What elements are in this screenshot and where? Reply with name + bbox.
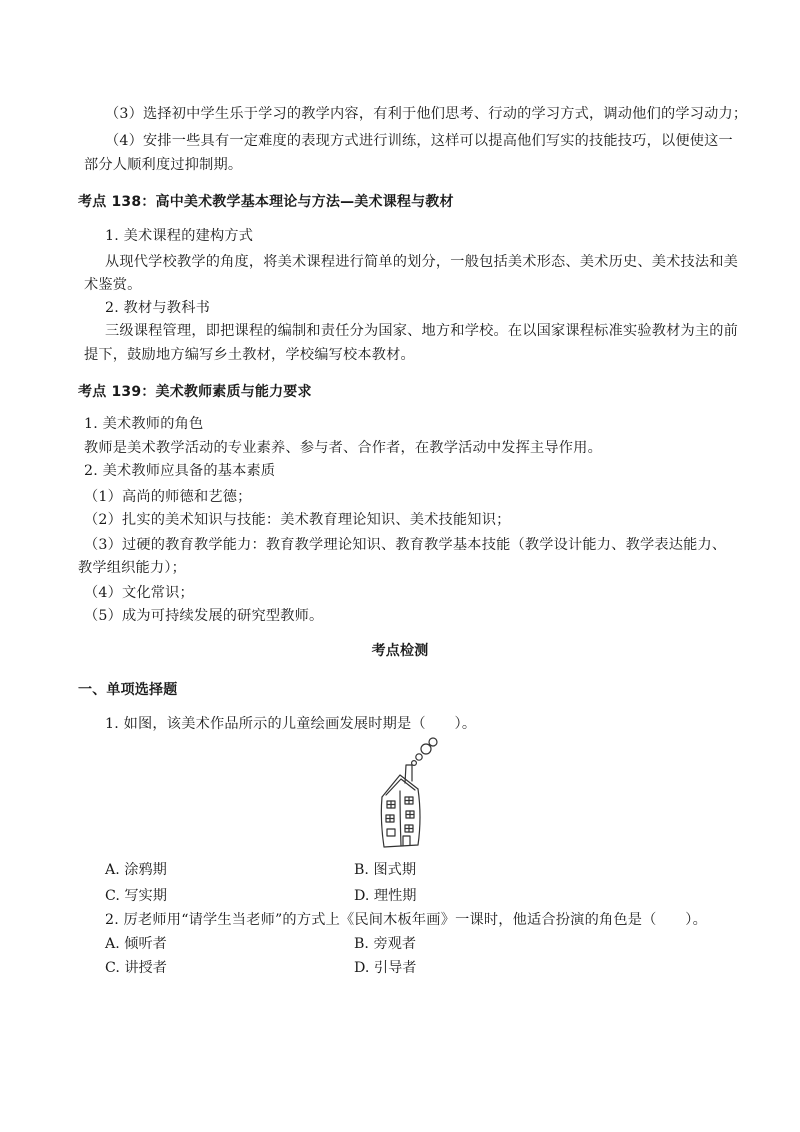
paragraph-item-4: （4）安排一些具有一定难度的表现方式进行训练，这样可以提高他们写实的技能技巧，以便使这一	[105, 133, 733, 149]
point138-item1-title: 1. 美术课程的建构方式	[105, 228, 254, 244]
question-1-option-a: A. 涂鸦期	[105, 862, 167, 878]
point138-item2-text: 三级课程管理，即把课程的编制和责任分为国家、地方和学校。在以国家课程标准实验教材为主的前	[105, 323, 739, 339]
heading-point-138: 考点 138：高中美术教学基本理论与方法—美术课程与教材	[78, 194, 454, 210]
question-2-option-d: D. 引导者	[354, 960, 417, 976]
point139-quality-2: （2）扎实的美术知识与技能：美术教育理论知识、美术技能知识；	[84, 512, 511, 528]
question-2-stem: 2. 厉老师用“请学生当老师”的方式上《民间木板年画》一课时，他适合扮演的角色是（ ）。	[105, 912, 707, 928]
question-1-option-b: B. 图式期	[354, 862, 417, 878]
point139-quality-3: （3）过硬的教育教学能力：教育教学理论知识、教育教学基本技能（教学设计能力、教学表达能力、	[84, 537, 727, 553]
child-drawing-house-icon	[360, 735, 460, 850]
paragraph-item-4-cont: 部分人顺利度过抑制期。	[84, 157, 243, 173]
point139-quality-4: （4）文化常识；	[84, 585, 194, 601]
point139-item1-title: 1. 美术教师的角色	[84, 416, 204, 432]
point139-quality-5: （5）成为可持续发展的研究型教师。	[84, 608, 324, 624]
heading-point-139: 考点 139：美术教师素质与能力要求	[78, 384, 312, 400]
point139-item1-text: 教师是美术教学活动的专业素养、参与者、合作者，在教学活动中发挥主导作用。	[84, 440, 602, 456]
test-title: 考点检测	[371, 643, 429, 659]
question-1-stem: 1. 如图，该美术作品所示的儿童绘画发展时期是（ ）。	[105, 716, 477, 732]
point139-quality-3-cont: 教学组织能力）；	[78, 560, 187, 576]
point139-item2-title: 2. 美术教师应具备的基本素质	[84, 463, 276, 479]
point139-quality-1: （1）高尚的师德和艺德；	[84, 489, 252, 505]
point138-item1-text: 从现代学校教学的角度，将美术课程进行简单的划分，一般包括美术形态、美术历史、美术技法和美	[105, 254, 739, 270]
question-1-option-d: D. 理性期	[354, 888, 417, 904]
question-2-option-b: B. 旁观者	[354, 936, 417, 952]
point138-item1-text-cont: 术鉴赏。	[84, 277, 142, 293]
paragraph-item-3: （3）选择初中学生乐于学习的教学内容，有利于他们思考、行动的学习方式，调动他们的学习动力；	[105, 106, 748, 122]
section-single-choice: 一、单项选择题	[78, 682, 178, 698]
question-2-option-a: A. 倾听者	[105, 936, 167, 952]
question-1-option-c: C. 写实期	[105, 888, 167, 904]
point138-item2-text-cont: 提下，鼓励地方编写乡土教材，学校编写校本教材。	[84, 347, 415, 363]
point138-item2-title: 2. 教材与教科书	[105, 300, 210, 316]
question-2-option-c: C. 讲授者	[105, 960, 167, 976]
